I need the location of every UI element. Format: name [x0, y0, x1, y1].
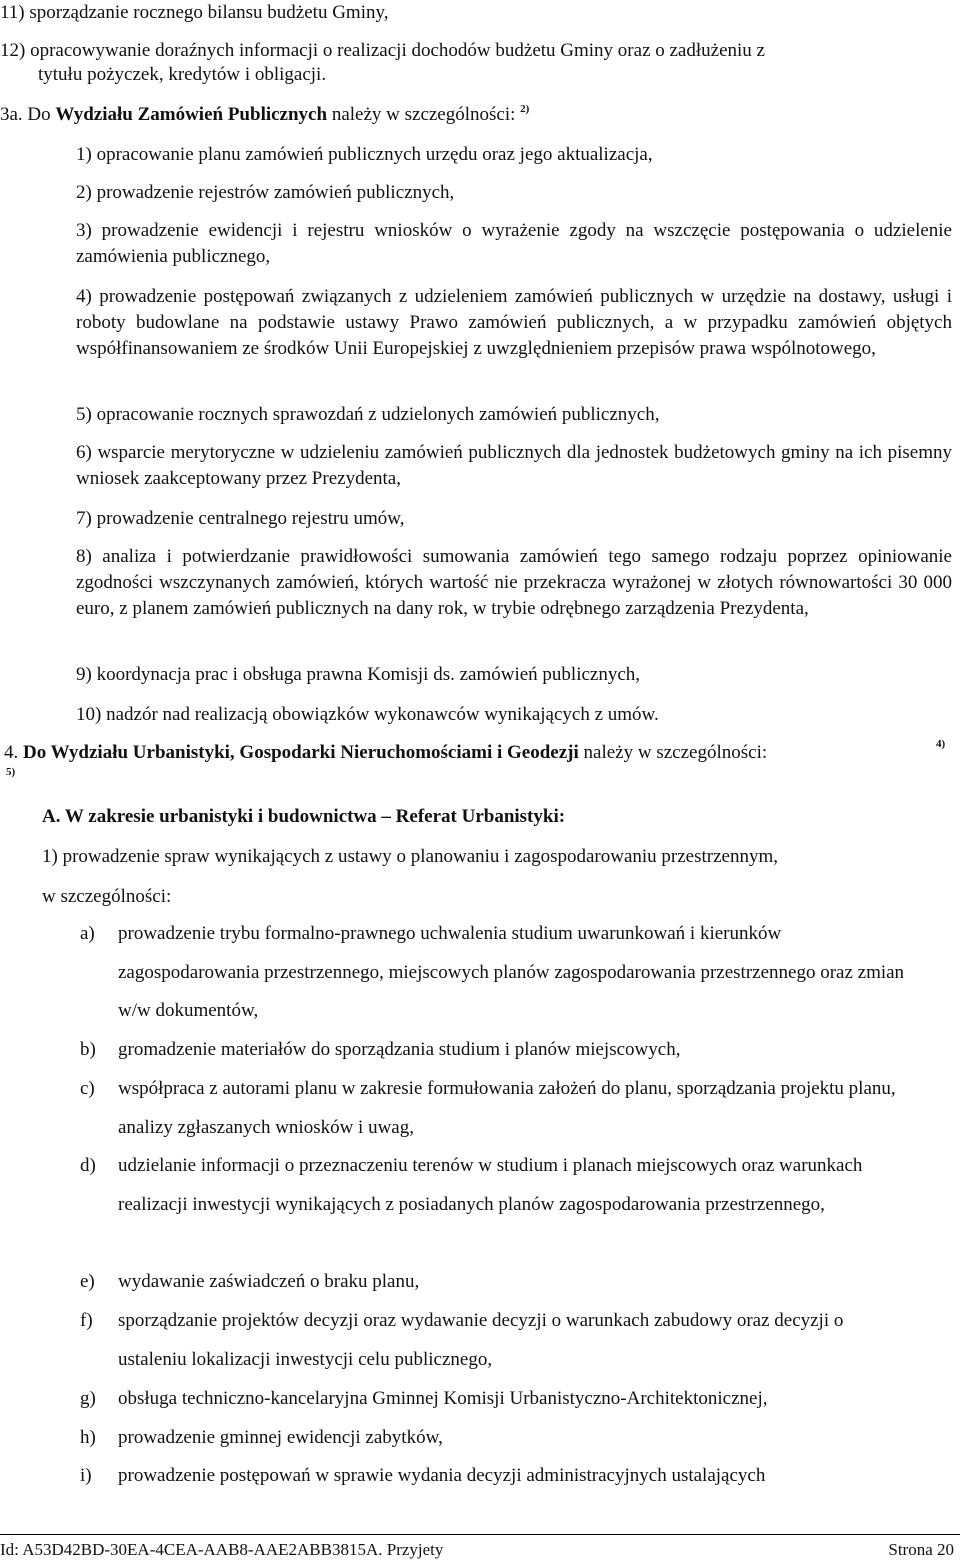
list-item-12-continuation: tytułu pożyczek, kredytów i obligacji. — [38, 64, 327, 85]
sub-item-text: obsługa techniczno-kancelaryjna Gminnej Komisji Urbanistyczno-Architektonicznej, — [118, 1388, 768, 1409]
document-id: Id: A53D42BD-30EA-4CEA-AAB8-AAE2ABB3815A. Przyjety — [0, 1540, 444, 1559]
sub-item-text: prowadzenie gminnej ewidencji zabytków, — [118, 1427, 443, 1448]
page-number: Strona 20 — [888, 1540, 954, 1559]
sub-item-e — [80, 1263, 940, 1302]
section-3a-department: Wydziału Zamówień Publicznych — [55, 104, 328, 125]
list-item: 9) koordynacja prac i obsługa prawna Komisji ds. zamówień publicznych, — [76, 664, 641, 685]
list-item: 3) prowadzenie ewidencji i rejestru wniosków o wyrażenie zgody na wszczęcie postępowania o udzielenie zamówienia publicznego, — [76, 220, 952, 267]
section-4-suffix: należy w szczególności: — [578, 742, 768, 763]
sub-item-letter: f) — [80, 1310, 93, 1331]
list-item: 4) prowadzenie postępowań związanych z udzieleniem zamówień publicznych w urzędzie na dostawy, usługi i roboty budowlane na podstawie ustawy Prawo zamówień publicznych, a w przypadku zamówień objętych współfinansowaniem ze środków Unii Europejskiej z uwzględnieniem przepisów prawa wspólnotowego, — [76, 286, 952, 359]
list-item: 6) wsparcie merytoryczne w udzieleniu zamówień publicznych dla jednostek budżetowych gminy na ich pisemny wniosek zaakceptowany przez Prezydenta, — [76, 442, 952, 489]
sub-item-letter: h) — [80, 1427, 96, 1448]
sub-item-text: gromadzenie materiałów do sporządzania studium i planów miejscowych, — [118, 1039, 681, 1060]
list-item-1-continuation: w szczególności: — [42, 886, 172, 907]
sub-item-letter: g) — [80, 1388, 96, 1409]
sub-item-text: prowadzenie trybu formalno-prawnego uchwalenia studium uwarunkowań i kierunków zagospodarowania przestrzennego, miejscowych planów zagospodarowania przestrzennego oraz zmian w/w dokumentów, — [118, 923, 905, 1022]
sub-item-d — [80, 1147, 940, 1224]
sub-item-c — [80, 1070, 940, 1147]
section-4-department: Do Wydziału Urbanistyki, Gospodarki Nieruchomościami i Geodezji — [23, 742, 579, 763]
list-item: 5) opracowanie rocznych sprawozdań z udzielonych zamówień publicznych, — [76, 404, 660, 425]
sub-item-g — [80, 1380, 940, 1419]
sub-item-letter: a) — [80, 923, 95, 944]
sub-item-text: sporządzanie projektów decyzji oraz wydawanie decyzji o warunkach zabudowy oraz decyzji o ustaleniu lokalizacji inwestycji celu publicznego, — [118, 1310, 844, 1370]
section-4-heading — [4, 742, 767, 764]
list-item-12: 12) opracowywanie doraźnych informacji o realizacji dochodów budżetu Gminy oraz o zadłużeniu z — [0, 40, 765, 61]
section-3a-prefix: 3a. Do — [0, 104, 56, 125]
subsection-a-heading: A. W zakresie urbanistyki i budownictwa – Referat Urbanistyki: — [42, 806, 566, 827]
footer-divider — [0, 1534, 960, 1535]
sub-item-a — [80, 915, 940, 1031]
section-3a-suffix: należy w szczególności: — [327, 104, 521, 125]
sub-item-letter: d) — [80, 1155, 96, 1176]
sub-item-letter: c) — [80, 1078, 95, 1099]
list-item: 8) analiza i potwierdzanie prawidłowości sumowania zamówień tego samego rodzaju poprzez opiniowanie zgodności wszczynanych zamówień, których wartość nie przekracza wyrażonej w złotych równowartości 30 000 euro, z planem zamówień publicznych na dany rok, w trybie odrębnego zarządzenia Prezydenta, — [76, 546, 952, 619]
sub-item-letter: i) — [80, 1465, 92, 1486]
list-item-11: 11) sporządzanie rocznego bilansu budżetu Gminy, — [0, 2, 389, 23]
sub-item-i — [80, 1457, 940, 1496]
sub-item-letter: e) — [80, 1271, 95, 1292]
sub-item-f — [80, 1302, 940, 1379]
list-item: 2) prowadzenie rejestrów zamówień publicznych, — [76, 182, 455, 203]
list-item-1: 1) prowadzenie spraw wynikających z ustawy o planowaniu i zagospodarowaniu przestrzennym, — [42, 846, 778, 867]
footnote-ref: 2) — [520, 103, 530, 115]
section-4-prefix: 4. — [4, 742, 23, 763]
footnote-ref: 4) — [936, 738, 946, 750]
list-item: 1) opracowanie planu zamówień publicznych urzędu oraz jego aktualizacja, — [76, 144, 653, 165]
sub-item-text: współpraca z autorami planu w zakresie formułowania założeń do planu, sporządzania projektu planu, analizy zgłaszanych wniosków i uwag, — [118, 1078, 896, 1138]
sub-item-text: wydawanie zaświadczeń o braku planu, — [118, 1271, 420, 1292]
sub-item-b — [80, 1031, 940, 1070]
sub-item-letter: b) — [80, 1039, 96, 1060]
sub-item-text: prowadzenie postępowań w sprawie wydania decyzji administracyjnych ustalających — [118, 1465, 766, 1486]
sub-item-h — [80, 1419, 940, 1458]
section-3a-heading — [0, 104, 529, 126]
list-item: 7) prowadzenie centralnego rejestru umów, — [76, 508, 405, 529]
footnote-ref: 5) — [6, 766, 16, 778]
list-item: 10) nadzór nad realizacją obowiązków wykonawców wynikających z umów. — [76, 704, 659, 725]
sub-item-text: udzielanie informacji o przeznaczeniu terenów w studium i planach miejscowych oraz warunkach realizacji inwestycji wynikających z posiadanych planów zagospodarowania przestrzennego, — [118, 1155, 863, 1215]
